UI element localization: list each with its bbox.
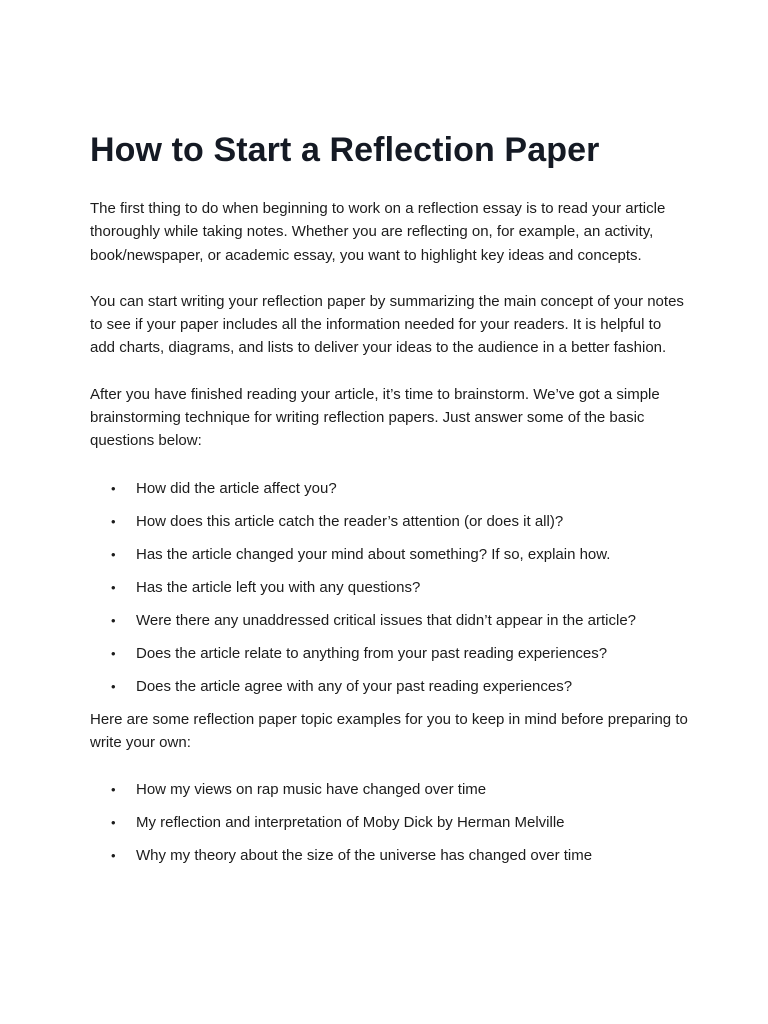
list-item <box>90 477 690 500</box>
list-item <box>90 778 690 801</box>
page-title: How to Start a Reflection Paper <box>90 131 600 169</box>
brainstorm-paragraph: After you have finished reading your article, it’s time to brainstorm. We’ve got a simple brainstorming technique for writing reflection papers. Just answer some of the basic questions below: <box>90 385 660 450</box>
bullet-icon: • <box>111 480 116 496</box>
bullet-icon: • <box>111 678 116 694</box>
list-item-text: Does the article agree with any of your past reading experiences? <box>136 677 573 695</box>
bullet-icon: • <box>111 513 116 529</box>
bullet-icon: • <box>111 546 116 562</box>
question-list <box>90 477 690 698</box>
summary-paragraph: You can start writing your reflection paper by summarizing the main concept of your notes to see if your paper includes all the information needed for your readers. It is helpful to add charts, diagrams, and lists to deliver your ideas to the audience in a better fashion. <box>90 292 684 357</box>
list-item-text: Does the article relate to anything from your past reading experiences? <box>136 644 608 662</box>
list-item-text: Were there any unaddressed critical issues that didn’t appear in the article? <box>136 611 637 629</box>
topic-list <box>90 778 690 867</box>
list-item <box>90 543 690 566</box>
list-item <box>90 675 690 698</box>
document-page <box>90 128 690 877</box>
list-item-text: My reflection and interpretation of Moby Dick by Herman Melville <box>136 814 565 832</box>
list-item <box>90 609 690 632</box>
list-item <box>90 642 690 665</box>
list-item-text: Has the article changed your mind about something? If so, explain how. <box>136 545 611 563</box>
list-item-text: How my views on rap music have changed over time <box>136 781 487 799</box>
bullet-icon: • <box>111 848 116 864</box>
list-item-text: How does this article catch the reader’s attention (or does it all)? <box>136 512 564 530</box>
bullet-icon: • <box>111 612 116 628</box>
list-item <box>90 811 690 834</box>
bullet-icon: • <box>111 579 116 595</box>
list-item-text: How did the article affect you? <box>136 479 337 497</box>
list-item <box>90 576 690 599</box>
bullet-icon: • <box>111 815 116 831</box>
topics-intro-paragraph: Here are some reflection paper topic examples for you to keep in mind before preparing to write your own: <box>90 710 688 751</box>
list-item <box>90 510 690 533</box>
bullet-icon: • <box>111 645 116 661</box>
list-item-text: Has the article left you with any questions? <box>136 578 421 596</box>
list-item <box>90 844 690 867</box>
list-item-text: Why my theory about the size of the universe has changed over time <box>136 847 593 865</box>
bullet-icon: • <box>111 782 116 798</box>
intro-paragraph: The first thing to do when beginning to work on a reflection essay is to read your article thoroughly while taking notes. Whether you are reflecting on, for example, an activity, book/newspaper, or academic essay, you want to highlight key ideas and concepts. <box>90 200 666 264</box>
